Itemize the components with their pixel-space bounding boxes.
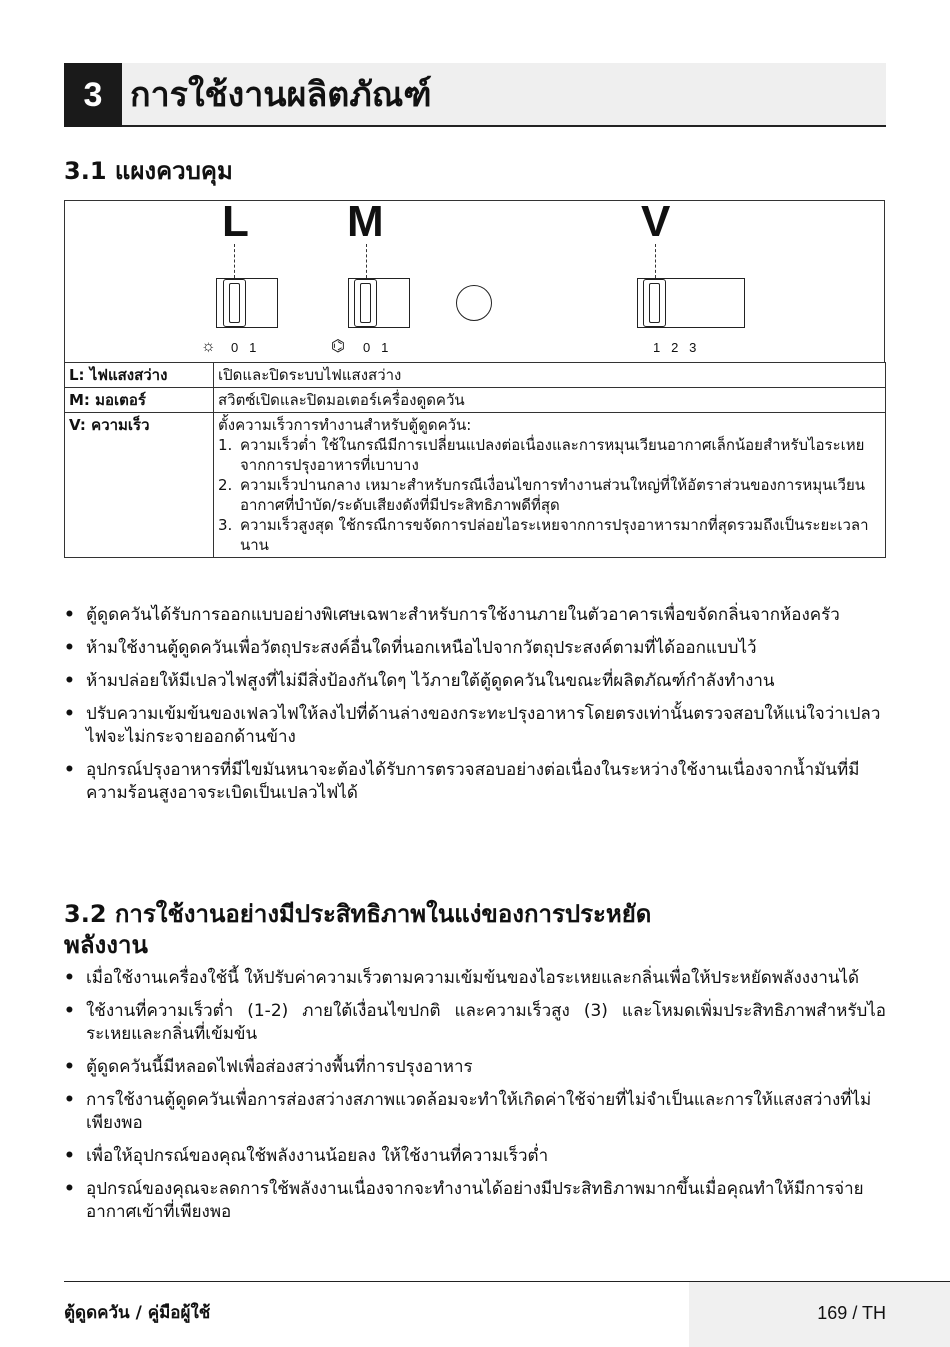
speed-intro: ตั้งความเร็วการทำงานสำหรับตู้ดูดควัน:	[218, 416, 472, 434]
light-icon: ☼	[201, 338, 216, 355]
motor-switch-scale: 0 1	[363, 340, 389, 355]
control-description-table	[64, 362, 886, 558]
speed-number: 1.	[218, 436, 233, 454]
list-item: • อุปกรณ์ของคุณจะลดการใช้พลังงานเนื่องจากจะทำงานได้อย่างมีประสิทธิภาพมากขึ้นเมื่อคุณทำให้มีการจ่ายอากาศเข้าที่เพียงพอ	[64, 1178, 886, 1224]
chapter-number: 3	[64, 63, 122, 127]
list-item: • ห้ามปล่อยให้มีเปลวไฟสูงที่ไม่มีสิ่งป้องกันใดๆ ไว้ภายใต้ตู้ดูดควันในขณะที่ผลิตภัณฑ์กำลังทำงาน	[64, 670, 886, 693]
motor-switch-knob-groove	[360, 283, 371, 323]
section-title-energy-line1: 3.2 การใช้งานอย่างมีประสิทธิภาพในแง่ของการประหยัด	[64, 900, 652, 928]
list-item: • ใช้งานที่ความเร็วต่ำ (1-2) ภายใต้เงื่อนไขปกติ และความเร็วสูง (3) และโหมดเพิ่มประสิทธิภาพสำหรับไอระเหยและกลิ่นที่เข้มข้น	[64, 1000, 886, 1046]
table-key: V: ความเร็ว	[65, 413, 214, 558]
table-key: L: ไฟแสงสว่าง	[65, 363, 214, 388]
energy-bullet-list	[64, 967, 886, 1234]
list-item	[218, 515, 881, 555]
control-panel-figure	[64, 197, 885, 363]
section-title-energy-line2: พลังงาน	[64, 931, 148, 959]
leader-line-l	[234, 244, 235, 278]
table-key: M: มอเตอร์	[65, 388, 214, 413]
table-row	[65, 413, 886, 558]
speed-number: 2.	[218, 476, 233, 494]
footer-page-number: 169 / TH	[817, 1303, 886, 1323]
list-item: • ตู้ดูดควันนี้มีหลอดไฟเพื่อส่องสว่างพื้นที่การปรุงอาหาร	[64, 1056, 886, 1079]
speed-list	[218, 435, 881, 555]
speed-text: ความเร็วต่ำ ใช้ในกรณีมีการเปลี่ยนแปลงต่อเนื่องและการหมุนเวียนอากาศเล็กน้อยสำหรับไอระเหยจากการปรุงอาหารที่เบาบาง	[240, 436, 865, 474]
motor-icon: ⌬	[331, 338, 345, 355]
leader-line-m	[366, 244, 367, 278]
list-item: • อุปกรณ์ปรุงอาหารที่มีไขมันหนาจะต้องได้รับการตรวจสอบอย่างต่อเนื่องในระหว่างใช้งานเนื่องจากน้ำมันที่มีความร้อนสูงอาจระเบิดเป็นเปลวไฟได้	[64, 759, 886, 805]
list-item: • การใช้งานตู้ดูดควันเพื่อการส่องสว่างสภาพแวดล้อมจะทำให้เกิดค่าใช้จ่ายที่ไม่จำเป็นและการให้แสงสว่างที่ไม่เพียงพอ	[64, 1089, 886, 1135]
table-value-speed	[214, 413, 886, 558]
speed-text: ความเร็วสูงสุด ใช้กรณีการขจัดการปล่อยไอระเหยจากการปรุงอาหารมากที่สุดรวมถึงเป็นระยะเวลานาน	[240, 516, 869, 554]
speed-number: 3.	[218, 516, 233, 534]
section-title-control-panel: 3.1 แผงควบคุม	[64, 157, 233, 185]
table-value: เปิดและปิดระบบไฟแสงสว่าง	[214, 363, 886, 388]
speed-text: ความเร็วปานกลาง เหมาะสำหรับกรณีเงื่อนไขการทำงานส่วนใหญ่ที่ให้อัตราส่วนของการหมุนเวียนอากาศที่บำบัด/ระดับเสียงดังที่มีประสิทธิภาพดีที่สุด	[240, 476, 865, 514]
panel-letter-v: V	[641, 197, 671, 246]
light-switch-knob-groove	[229, 283, 240, 323]
list-item: • ห้ามใช้งานตู้ดูดควันเพื่อวัตถุประสงค์อื่นใดที่นอกเหนือไปจากวัตถุประสงค์ตามที่ได้ออกแบบไว้	[64, 637, 886, 660]
leader-line-v	[655, 244, 656, 278]
list-item	[218, 435, 881, 475]
light-switch-scale: 0 1	[231, 340, 257, 355]
speed-switch-scale: 1 2 3	[653, 340, 697, 355]
indicator-lamp	[456, 285, 492, 321]
list-item: • ปรับความเข้มข้นของเฟลวไฟให้ลงไปที่ด้านล่างของกระทะปรุงอาหารโดยตรงเท่านั้นตรวจสอบให้แน่ใจว่าเปลวไฟจะไม่กระจายออกด้านข้าง	[64, 703, 886, 749]
table-row	[65, 388, 886, 413]
list-item: • เพื่อให้อุปกรณ์ของคุณใช้พลังงานน้อยลง ให้ใช้งานที่ความเร็วต่ำ	[64, 1145, 886, 1168]
list-item	[218, 475, 881, 515]
footer-document-title: ตู้ดูดควัน / คู่มือผู้ใช้	[64, 1303, 211, 1323]
chapter-title: การใช้งานผลิตภัณฑ์	[130, 75, 432, 115]
panel-letter-m: M	[347, 197, 384, 246]
table-row	[65, 363, 886, 388]
list-item: • เมื่อใช้งานเครื่องใช้นี้ ให้ปรับค่าความเร็วตามความเข้มข้นของไอระเหยและกลิ่นเพื่อให้ประหยัดพลังงงานได้	[64, 967, 886, 990]
speed-switch-knob-groove	[649, 283, 660, 323]
panel-letter-l: L	[222, 197, 249, 246]
list-item: • ตู้ดูดควันได้รับการออกแบบอย่างพิเศษเฉพาะสำหรับการใช้งานภายในตัวอาคารเพื่อขจัดกลิ่นจากห้องครัว	[64, 604, 886, 627]
safety-bullet-list	[64, 604, 886, 815]
table-value: สวิตซ์เปิดและปิดมอเตอร์เครื่องดูดควัน	[214, 388, 886, 413]
